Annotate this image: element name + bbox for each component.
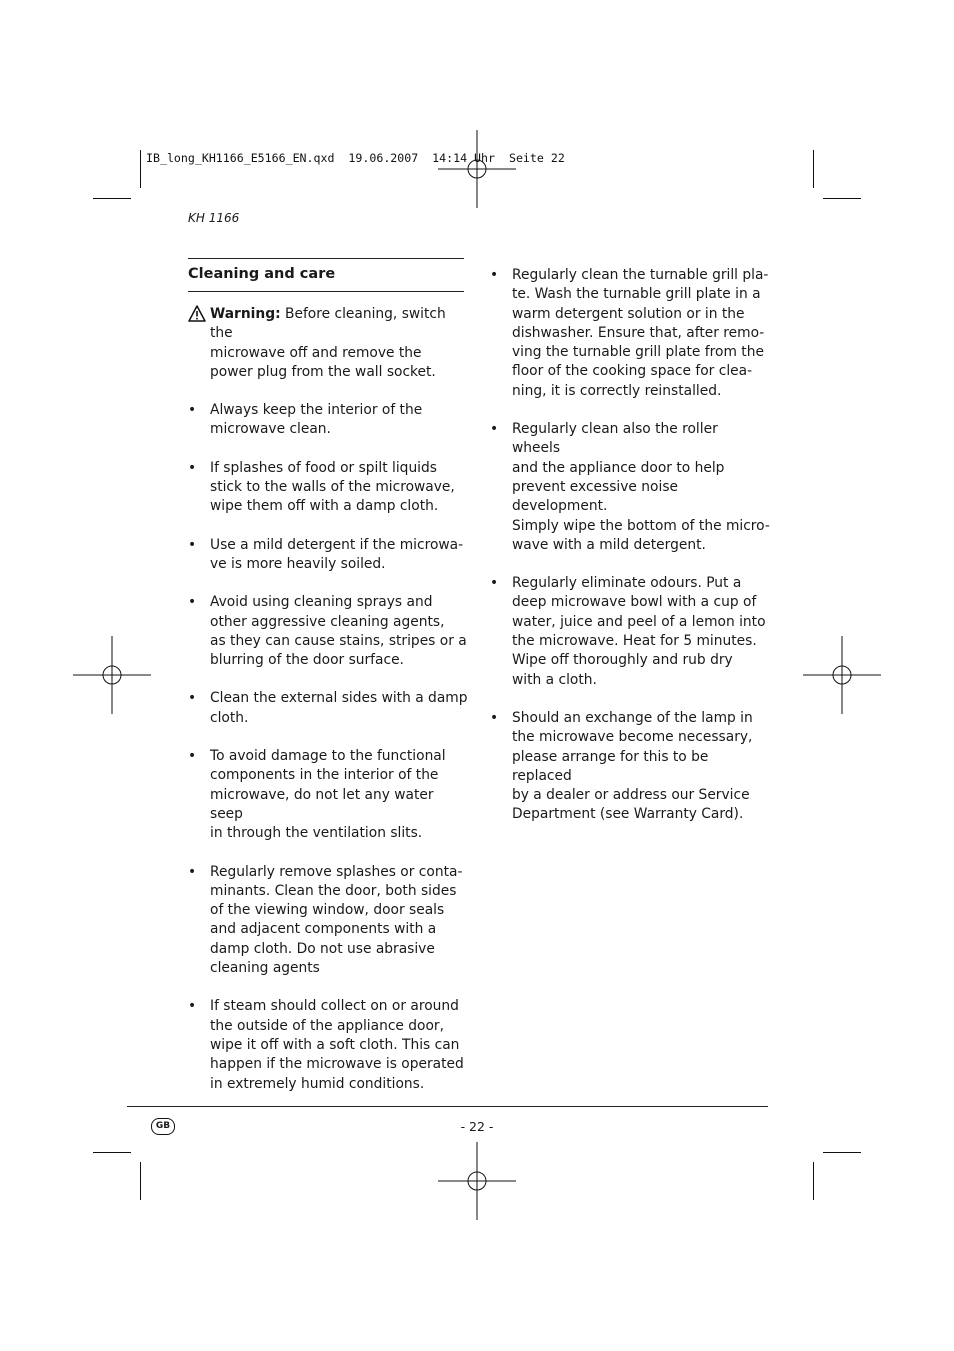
footer-rule bbox=[127, 1106, 768, 1107]
right-bullet-list bbox=[490, 266, 770, 825]
list-item bbox=[490, 266, 770, 401]
list-item-text: If steam should collect on or around the outside of the appliance door, wipe it off with a soft cloth. This can happen if the microwave is operated in extremely humid conditions. bbox=[210, 998, 464, 1092]
bullet-glyph: • bbox=[490, 709, 499, 726]
crop-mark bbox=[140, 150, 141, 188]
crop-mark bbox=[93, 1152, 131, 1153]
bullet-glyph: • bbox=[188, 998, 197, 1015]
bullet-glyph: • bbox=[188, 459, 197, 476]
registration-mark-icon bbox=[438, 1142, 516, 1220]
registration-mark-icon bbox=[803, 636, 881, 714]
heading-rule-bottom bbox=[188, 291, 464, 292]
list-item bbox=[188, 459, 468, 517]
bullet-glyph: • bbox=[188, 594, 197, 611]
list-item-text: Regularly clean also the roller wheels and the appliance door to help prevent excessive noise development. Simply wipe the bottom of the micro- wave with a mild detergent. bbox=[512, 421, 770, 553]
bullet-glyph: • bbox=[490, 575, 499, 592]
warning-text: Before cleaning, switch the microwave off and remove the power plug from the wall socket. bbox=[210, 306, 446, 380]
list-item bbox=[188, 863, 468, 979]
list-item-text: Should an exchange of the lamp in the microwave become necessary, please arrange for this to be replaced by a dealer or address our Service Department (see Warranty Card). bbox=[512, 709, 753, 823]
left-column bbox=[188, 305, 468, 1113]
list-item-text: Regularly remove splashes or conta- minants. Clean the door, both sides of the viewing window, door seals and adjacent components with a damp cloth. Do not use abrasive cleaning agents bbox=[210, 863, 463, 977]
bullet-glyph: • bbox=[188, 536, 197, 553]
crop-mark bbox=[93, 198, 131, 199]
list-item bbox=[490, 420, 770, 555]
registration-mark-icon bbox=[438, 130, 516, 208]
list-item-text: Clean the external sides with a damp cloth. bbox=[210, 690, 468, 726]
list-item-text: Regularly eliminate odours. Put a deep microwave bowl with a cup of water, juice and peel of a lemon into the microwave. Heat for 5 minutes. Wipe off thoroughly and rub dry with a cloth. bbox=[512, 575, 766, 688]
list-item bbox=[188, 997, 468, 1093]
crop-mark bbox=[823, 1152, 861, 1153]
list-item-text: Regularly clean the turnable grill pla- te. Wash the turnable grill plate in a warm detergent solution or in the dishwasher. Ensure that, after remo- ving the turnable grill plate from the floor of the cooking space for clea- ning, it is correctly reinstalled. bbox=[512, 267, 769, 399]
left-bullet-list bbox=[188, 401, 468, 1094]
bullet-glyph: • bbox=[490, 267, 499, 283]
bullet-glyph: • bbox=[188, 402, 197, 419]
list-item bbox=[188, 401, 468, 440]
list-item-text: Use a mild detergent if the microwa- ve is more heavily soiled. bbox=[210, 536, 464, 572]
list-item bbox=[188, 593, 468, 670]
country-badge: GB bbox=[151, 1118, 175, 1135]
model-number: KH 1166 bbox=[188, 211, 240, 225]
warning-label: Warning: bbox=[210, 306, 281, 322]
list-item bbox=[188, 747, 468, 843]
warning-triangle-icon bbox=[188, 305, 206, 322]
crop-mark bbox=[823, 198, 861, 199]
list-item-text: Always keep the interior of the microwave clean. bbox=[210, 402, 423, 438]
page-number: - 22 - bbox=[460, 1119, 494, 1134]
crop-mark bbox=[140, 1162, 141, 1200]
crop-mark bbox=[813, 150, 814, 188]
registration-mark-icon bbox=[73, 636, 151, 714]
section-title: Cleaning and care bbox=[188, 266, 336, 282]
right-column bbox=[490, 266, 770, 844]
warning-note bbox=[188, 305, 468, 382]
list-item-text: If splashes of food or spilt liquids stick to the walls of the microwave, wipe them off with a damp cloth. bbox=[210, 459, 455, 515]
list-item bbox=[490, 709, 770, 825]
list-item bbox=[188, 689, 468, 728]
bullet-glyph: • bbox=[490, 421, 499, 438]
list-item-text: To avoid damage to the functional components in the interior of the microwave, do not let any water seep in through the ventilation slits. bbox=[210, 748, 446, 842]
crop-mark bbox=[813, 1162, 814, 1200]
heading-rule-top bbox=[188, 258, 464, 259]
bullet-glyph: • bbox=[188, 748, 197, 765]
print-slug: IB_long_KH1166_E5166_EN.qxd 19.06.2007 14:14 Uhr Seite 22 bbox=[146, 151, 565, 165]
list-item bbox=[490, 574, 770, 690]
bullet-glyph: • bbox=[188, 863, 197, 880]
list-item-text: Avoid using cleaning sprays and other aggressive cleaning agents, as they can cause stains, stripes or a blurring of the door surface. bbox=[210, 594, 467, 669]
list-item bbox=[188, 536, 468, 575]
bullet-glyph: • bbox=[188, 690, 197, 707]
